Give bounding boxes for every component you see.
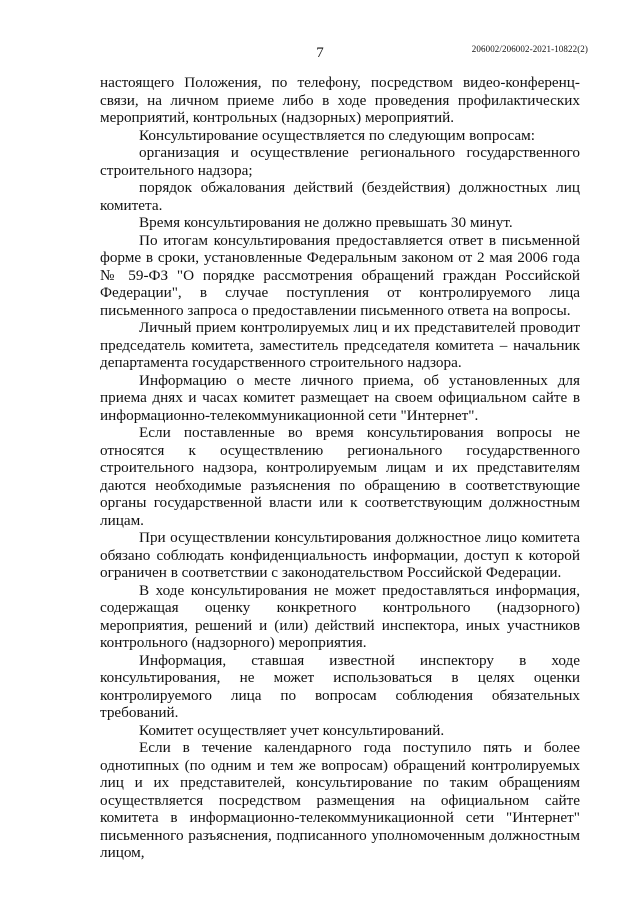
- paragraph-accounting: Комитет осуществляет учет консультирований.: [139, 721, 445, 739]
- paragraph-topic-organization: организация и осуществление регионального государственного строительного надзора;: [100, 144, 580, 179]
- paragraph-information-use: Информация, ставшая известной инспектору в ходе консультирования, не может использоваться в целях оценки контролируемого лица по вопросам соблюдения обязательных требований.: [100, 651, 580, 721]
- paragraph-no-assessment: В ходе консультирования не может предоставляться информация, содержащая оценку конкретного контрольного (надзорного) мероприятия, решений и (или) действий инспектора, иных участников контрольного (надзорного) мероприятия.: [100, 581, 580, 651]
- paragraph-topic-appeal: порядок обжалования действий (бездействия) должностных лиц комитета.: [100, 179, 580, 214]
- paragraph-personal-reception: Личный прием контролируемых лиц и их представителей проводит председатель комитета, заместитель председателя комитета – начальник департамента государственного строительного надзора.: [100, 319, 580, 371]
- paragraph-confidentiality: При осуществлении консультирования должностное лицо комитета обязано соблюдать конфиденциальность информации, доступ к которой ограничен в соответствии с законодательством Российской Федерации.: [100, 529, 580, 581]
- paragraph-reception-info: Информацию о месте личного приема, об установленных для приема днях и часах комитет размещает на своем официальном сайте в информационно-телекоммуникационной сети "Интернет".: [100, 371, 580, 424]
- document-number: 206002/206002-2021-10822(2): [471, 44, 588, 54]
- paragraph-repeated-requests: Если в течение календарного года поступило пять и более однотипных (по одним и тем же вопросам) обращений контролируемых лиц и их представителей, консультирование по таким обращениям осуществляется посредством размещения на официальном сайте комитета в информационно-телекоммуникационной сети "Интернет" письменного разъяснения, подписанного уполномоченным должностным лицом,: [100, 739, 580, 861]
- paragraph-continuation: настоящего Положения, по телефону, посредством видео-конференц-связи, на личном приеме либо в ходе проведения профилактических мероприятий, контрольных (надзорных) мероприятий.: [100, 74, 580, 126]
- page-number: 7: [316, 45, 324, 61]
- document-body: [100, 74, 580, 862]
- paragraph-written-answer: По итогам консультирования предоставляется ответ в письменной форме в сроки, установленные Федеральным законом от 2 мая 2006 года № 59-ФЗ "О порядке рассмотрения обращений граждан Российской Федерации", в случае поступления от контролируемого лица письменного запроса о предоставлении письменного ответа на вопросы.: [100, 231, 580, 319]
- paragraph-out-of-scope: Если поставленные во время консультирования вопросы не относятся к осуществлению регионального государственного строительного надзора, контролируемым лицам и их представителям даются необходимые разъяснения по обращению в соответствующие органы государственной власти или к соответствующим должностным лицам.: [100, 424, 580, 529]
- paragraph-consultation-time: Время консультирования не должно превышать 30 минут.: [139, 214, 513, 231]
- paragraph-consultation-topics: Консультирование осуществляется по следующим вопросам:: [139, 126, 535, 144]
